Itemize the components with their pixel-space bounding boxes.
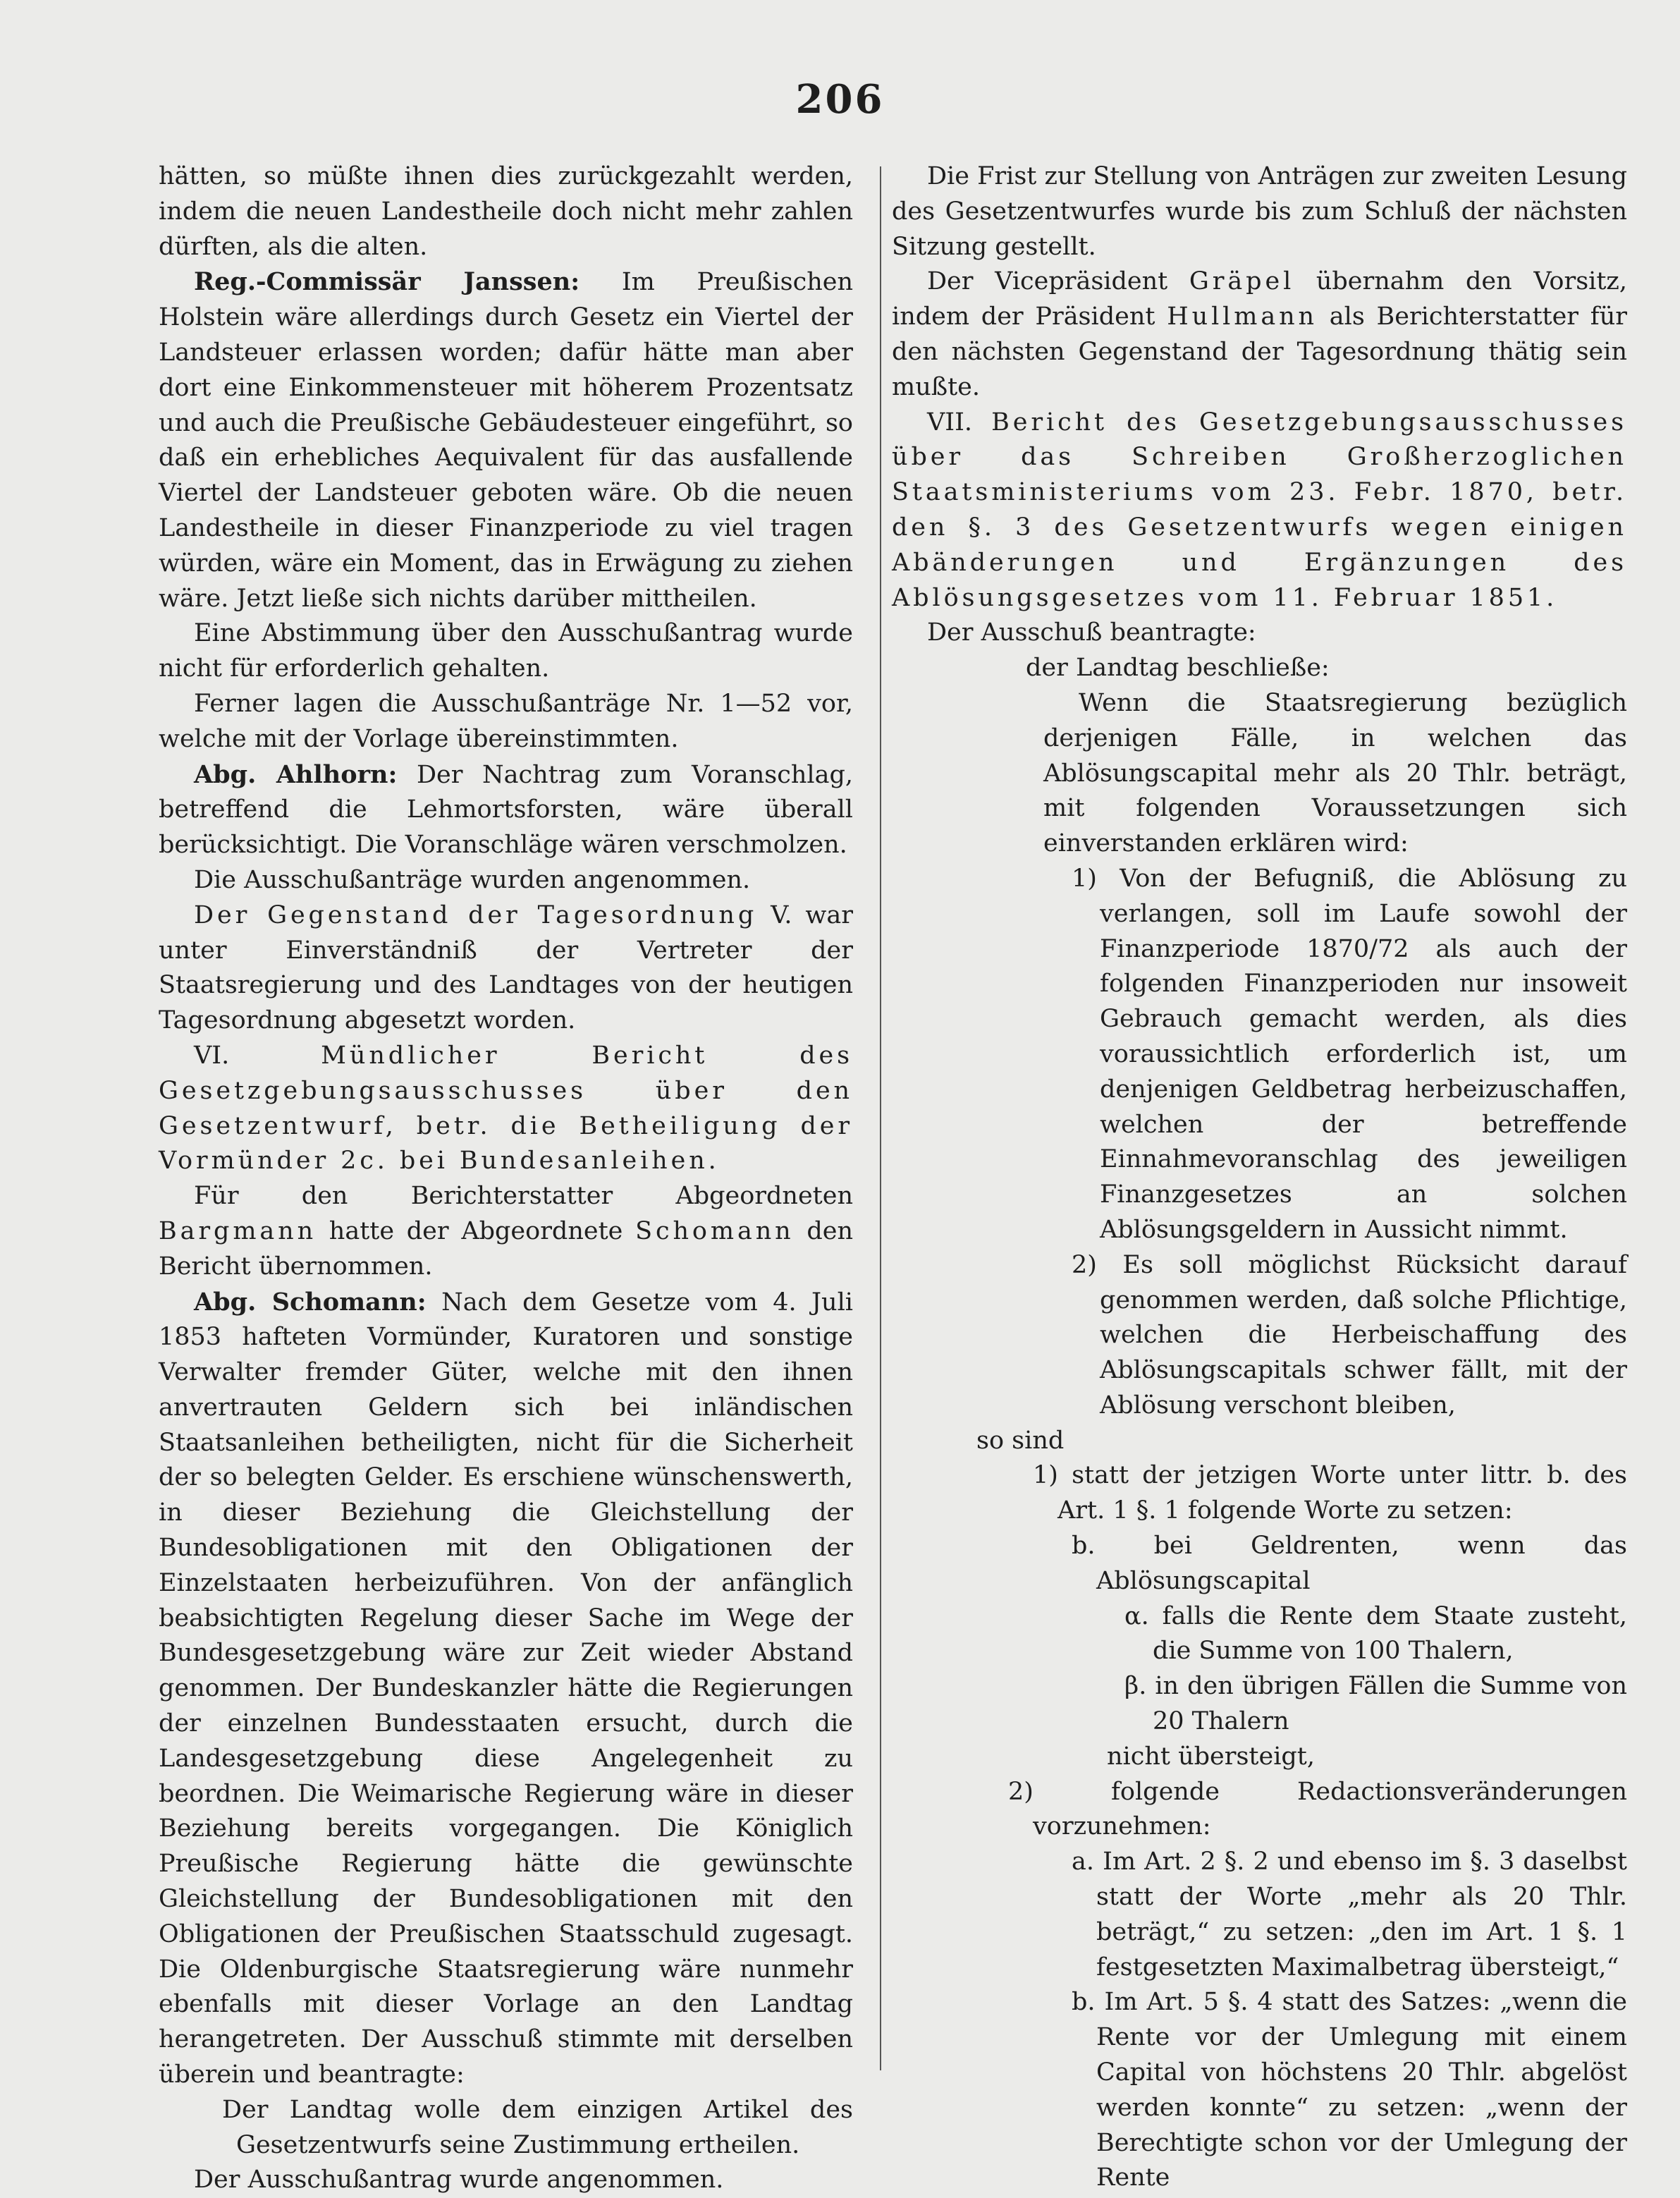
motion-quote: Der Landtag wolle dem einzigen Artikel des Gesetzentwurfs seine Zustimmung ertheilen. (222, 2095, 853, 2159)
numbered-item: 1) statt der jetzigen Worte unter littr. b. des Art. 1 §. 1 folgende Worte zu setzen: (1033, 1461, 1627, 1525)
sub-item: b. bei Geldrenten, wenn das Ablösungscapital (1072, 1532, 1627, 1595)
paragraph: Die Ausschußanträge wurden angenommen. (194, 865, 751, 894)
paragraph: so sind (976, 1426, 1065, 1455)
greek-item: α. falls die Rente dem Staate zusteht, die Summe von 100 Thalern, (1124, 1601, 1627, 1666)
page-number: 206 (795, 76, 885, 123)
speaker: Abg. Ahlhorn: (194, 759, 398, 789)
spaced-text: Der Gegenstand der Tagesordnung (194, 900, 758, 929)
paragraph: Eine Abstimmung über den Ausschußantrag wurde nicht für erforderlich gehalten. (159, 619, 853, 683)
left-column (159, 159, 853, 2198)
agenda-title: Bericht des Gesetzgebungsausschusses über das Schreiben Großherzoglichen Staatsministeriums vom 23. Febr. 1870, betr. den §. 3 des Gesetzentwurfs wegen einigen Abänderungen und Ergänzungen des Ablösungsgesetzes vom 11. Februar 1851. (892, 408, 1627, 612)
paragraph (159, 1179, 853, 1284)
agenda-number: VII. (927, 408, 973, 436)
speaker: Abg. Schomann: (194, 1287, 427, 1317)
paragraph-text: den Bericht übernommen. (159, 1216, 853, 1281)
paragraph-text: Der Vicepräsident (927, 267, 1189, 296)
paragraph-text: Für den Berichterstatter Abgeordneten (194, 1182, 853, 1211)
paragraph (892, 264, 1627, 405)
paragraph-text: hatte der Abgeordnete (317, 1216, 636, 1245)
speech-text: Im Preußischen Holstein wäre allerdings durch Gesetz ein Viertel der Landsteuer erlassen worden; dafür hätte man aber dort eine Einkommensteuer mit höherem Prozentsatz und auch die Preußische Gebäudesteuer eingeführt, so daß ein erhebliches Aequivalent für das ausfallende Viertel der Landsteuer geboten wäre. Ob die neuen Landestheile in dieser Finanzperiode zu viel tragen würden, wäre ein Moment, das in Erwägung zu ziehen wäre. Jetzt ließe sich nichts darüber mittheilen. (159, 268, 854, 613)
speaker: Reg.-Commissär Janssen: (194, 267, 580, 297)
person-name: Hullmann (1167, 303, 1318, 331)
paragraph-text: übernahm den Vorsitz, indem der Präsident (892, 267, 1627, 331)
greek-item: β. in den übrigen Fällen die Summe von 20 Thalern (1124, 1672, 1627, 1736)
agenda-heading (159, 1039, 853, 1179)
column-divider (880, 166, 881, 2070)
agenda-title: Mündlicher Bericht des Gesetzgebungsausschusses über den Gesetzentwurf, betr. die Betheiligung der Vormünder 2c. bei Bundesanleihen. (159, 1041, 853, 1176)
paragraph: Der Ausschuß beantragte: (927, 618, 1256, 647)
agenda-heading (892, 405, 1627, 616)
paragraph (159, 898, 853, 1039)
paragraph: Die Frist zur Stellung von Anträgen zur zweiten Lesung des Gesetzentwurfes wurde bis zum Schluß der nächsten Sitzung gestellt. (892, 162, 1627, 261)
motion-condition: Wenn die Staatsregierung bezüglich derjenigen Fälle, in welchen das Ablösungscapital mehr als 20 Thlr. beträgt, mit folgenden Voraussetzungen sich einverstanden erklären wird: (1043, 688, 1627, 858)
agenda-number: VI. (194, 1041, 230, 1070)
sub-item: b. Im Art. 5 §. 4 statt des Satzes: „wenn die Rente vor der Umlegung mit einem Capital von höchstens 20 Thlr. abgelöst werden konnte“ zu setzen: „wenn der Berechtigte schon vor der Umlegung der Rente (1072, 1988, 1627, 2192)
right-column (892, 159, 1627, 2196)
paragraph (159, 1285, 853, 2093)
person-name: Schomann (635, 1216, 795, 1245)
motion-intro: der Landtag beschließe: (1026, 654, 1330, 683)
person-name: Gräpel (1189, 267, 1295, 296)
speech-text: Der Nachtrag zum Voranschlag, betreffend die Lehmortsforsten, wäre überall berücksichtigt. Die Voranschläge wären verschmolzen. (159, 760, 853, 860)
sub-item: a. Im Art. 2 §. 2 und ebenso im §. 3 daselbst statt der Worte „mehr als 20 Thlr. beträgt,“ zu setzen: „den im Art. 1 §. 1 festgesetzten Maximalbetrag übersteigt,“ (1072, 1848, 1627, 1982)
numbered-item: 2) Es soll möglichst Rücksicht darauf genommen werden, daß solche Pflichtige, welchen die Herbeischaffung des Ablösungscapitals schwer fällt, mit der Ablösung verschont bleiben, (1072, 1250, 1627, 1419)
paragraph: hätten, so müßte ihnen dies zurückgezahlt werden, indem die neuen Landestheile doch nicht mehr zahlen dürften, als die alten. (159, 162, 853, 261)
paragraph-text: V. war unter Einverständniß der Vertreter der Staatsregierung und des Landtages von der heutigen Tagesordnung abgesetzt worden. (159, 900, 853, 1035)
paragraph: Ferner lagen die Ausschußanträge Nr. 1—52 vor, welche mit der Vorlage übereinstimmten. (159, 689, 853, 753)
paragraph: Der Ausschußantrag wurde angenommen. (194, 2166, 724, 2194)
paragraph: nicht übersteigt, (1107, 1742, 1315, 1771)
numbered-item: 2) folgende Redactionsveränderungen vorzunehmen: (1008, 1777, 1627, 1841)
speech-text: Nach dem Gesetze vom 4. Juli 1853 hafteten Vormünder, Kuratoren und sonstige Verwalter fremder Güter, welche mit den ihnen anvertrauten Geldern sich bei inländischen Staatsanleihen betheiligten, nicht für die Sicherheit der so belegten Gelder. Es erschiene wünschenswerth, in dieser Beziehung die Gleichstellung der Bundesobligationen mit den Obligationen der Einzelstaaten herbeizuführen. Von der anfänglich beabsichtigten Regelung dieser Sache im Wege der Bundesgesetzgebung wäre zur Zeit wieder Abstand genommen. Der Bundeskanzler hätte die Regierungen der einzelnen Bundesstaaten ersucht, durch die Landesgesetzgebung diese Angelegenheit zu beordnen. Die Weimarische Regierung wäre in dieser Beziehung bereits vorgegangen. Die Königlich Preußische Regierung hätte die gewünschte Gleichstellung der Bundesobligationen mit den Obligationen der Preußischen Staatsschuld zugesagt. Die Oldenburgische Staatsregierung wäre nunmehr ebenfalls mit dieser Vorlage an den Landtag herangetreten. Der Ausschuß stimmte mit derselben überein und beantragte: (159, 1288, 853, 2089)
paragraph-text: als Berichterstatter für den nächsten Gegenstand der Tagesordnung thätig sein mußte. (892, 303, 1628, 401)
person-name: Bargmann (159, 1216, 317, 1245)
paragraph (159, 757, 853, 863)
paragraph (159, 264, 853, 616)
numbered-item: 1) Von der Befugniß, die Ablösung zu verlangen, soll im Laufe sowohl der Finanzperiode 1870/72 als auch der folgenden Finanzperioden nur insoweit Gebrauch gemacht werden, als dies voraussichtlich erforderlich ist, um denjenigen Geldbetrag herbeizuschaffen, welchen der betreffende Einnahmevoranschlag des jeweiligen Finanzgesetzes an solchen Ablösungsgeldern in Aussicht nimmt. (1072, 864, 1627, 1244)
